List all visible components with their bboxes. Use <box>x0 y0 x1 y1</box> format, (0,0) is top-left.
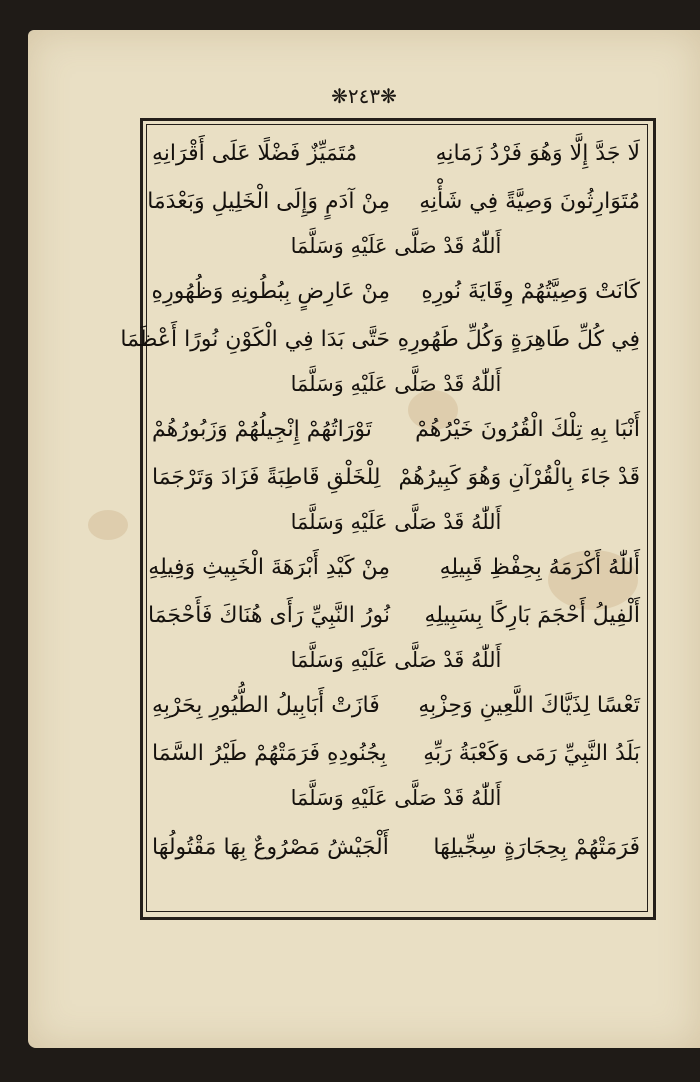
hemistich-right: بَلَدُ النَّبِيِّ رَمَى وَكَعْبَةُ رَبِّهِ <box>423 741 640 766</box>
hemistich-left: لِلْخَلْقِ قَاطِبَةً فَزَادَ وَتَرْجَمَا <box>152 465 381 490</box>
verse-line <box>120 320 640 360</box>
hemistich-left: مِنْ كَيْدِ أَبْرَهَةَ الْخَبِيثِ وَفِيلِهِ <box>148 555 390 580</box>
hemistich-left: بِجُنُودِهِ فَرَمَتْهُمْ طَيْرُ السَّمَا <box>152 741 387 766</box>
hemistich-right: فِي كُلِّ طَاهِرَةٍ وَكُلِّ طَهُورِهِ <box>397 327 640 352</box>
refrain-line: أَللّٰهُ قَدْ صَلَّى عَلَيْهِ وَسَلَّمَا <box>290 648 502 672</box>
hemistich-right: كَانَتْ وَصِيَّتُهُمْ وِقَايَةَ نُورِهِ <box>421 279 640 304</box>
hemistich-right: أَلْفِيلُ أَحْجَمَ بَارِكًا بِسَبِيلِهِ <box>424 603 640 628</box>
hemistich-right: مُتَوَارِثُونَ وَصِيَّةً فِي شَأْنِهِ <box>419 189 640 214</box>
verse-line <box>148 596 640 636</box>
hemistich-right: قَدْ جَاءَ بِالْقُرْآنِ وَهُوَ كَبِيرُهُمْ <box>398 465 640 490</box>
hemistich-left: حَتَّى بَدَا فِي الْكَوْنِ نُورًا أَعْظَمَا <box>120 327 390 352</box>
hemistich-left: تَوْرَاتُهُمْ إِنْجِيلُهُمْ وَزَبُورُهُمْ <box>152 417 372 442</box>
hemistich-right: أَللّٰهُ أَكْرَمَهُ بِحِفْظِ قَبِيلِهِ <box>439 555 640 580</box>
hemistich-right: لَا جَدَّ إِلَّا وَهُوَ فَرْدُ زَمَانِهِ <box>435 141 640 166</box>
hemistich-left: مُتَمَيِّزٌ فَضْلًا عَلَى أَقْرَانِهِ <box>152 141 358 166</box>
refrain-line: أَللّٰهُ قَدْ صَلَّى عَلَيْهِ وَسَلَّمَا <box>290 234 502 258</box>
verse-line <box>148 548 640 588</box>
refrain-line: أَللّٰهُ قَدْ صَلَّى عَلَيْهِ وَسَلَّمَا <box>290 372 502 396</box>
refrain-line: أَللّٰهُ قَدْ صَلَّى عَلَيْهِ وَسَلَّمَا <box>290 510 502 534</box>
verse-line <box>152 410 640 450</box>
refrain-line: أَللّٰهُ قَدْ صَلَّى عَلَيْهِ وَسَلَّمَا <box>290 786 502 810</box>
verse-line <box>152 458 640 498</box>
verse-line <box>152 272 640 312</box>
page-number: ❋٢٤٣❋ <box>331 84 397 108</box>
paper-stain <box>88 510 128 540</box>
hemistich-left: مِنْ آدَمٍ وَإِلَى الْخَلِيلِ وَبَعْدَمَا <box>147 189 390 214</box>
verse-line <box>147 182 640 222</box>
verse-line <box>152 734 640 774</box>
book-page <box>28 30 700 1048</box>
hemistich-left: أَلْجَيْشُ مَصْرُوعٌ بِهَا مَقْتُولُهَا <box>152 835 389 860</box>
verse-line <box>152 134 640 174</box>
hemistich-left: فَازَتْ أَبَابِيلُ الطُّيُورِ بِحَرْبِهِ <box>152 693 380 718</box>
verse-line <box>152 686 640 726</box>
hemistich-right: أَنْبَا بِهِ تِلْكَ الْقُرُونَ خَيْرُهُمْ <box>415 417 640 442</box>
verse-line <box>152 828 640 868</box>
hemistich-right: تَعْسًا لِذَيَّاكَ اللَّعِينِ وَحِزْبِهِ <box>418 693 640 718</box>
hemistich-left: نُورُ النَّبِيِّ رَأَى هُنَاكَ فَأَحْجَمَا <box>148 603 390 628</box>
hemistich-left: مِنْ عَارِضٍ بِبُطُونِهِ وَظُهُورِهِ <box>151 279 390 304</box>
poem-body <box>120 134 640 904</box>
hemistich-right: فَرَمَتْهُمْ بِحِجَارَةٍ سِجِّيلِهَا <box>433 835 640 860</box>
